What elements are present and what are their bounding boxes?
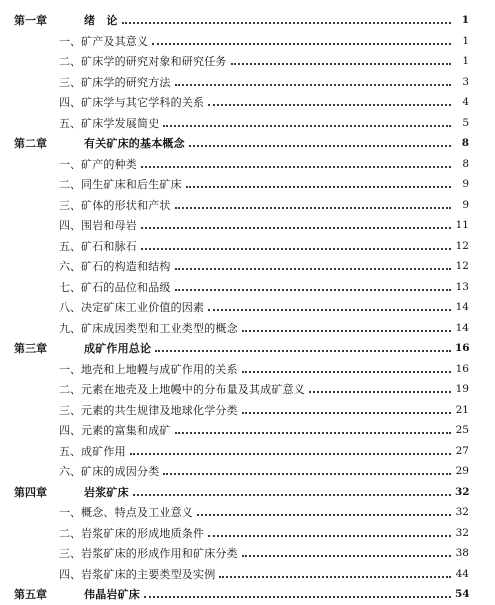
toc-section-row: [0, 400, 495, 421]
toc-page-number: 1: [461, 14, 469, 27]
toc-entry-number: 六、: [59, 260, 81, 274]
dot-leader: [152, 43, 451, 45]
toc-entry-number: 四、: [59, 567, 81, 581]
dot-leader: [208, 535, 451, 537]
table-of-contents: [0, 10, 495, 605]
dot-leader: [208, 104, 451, 106]
toc-section-row: [0, 113, 495, 134]
toc-entry-number: 四、: [59, 424, 81, 438]
toc-entry-title: 元素的共生规律及地球化学分类: [81, 403, 238, 417]
toc-page-number: 32: [455, 526, 469, 539]
toc-page-number: 54: [455, 588, 470, 601]
toc-entry-number: 第四章: [14, 485, 47, 499]
toc-page-number: 44: [455, 567, 469, 580]
toc-page-number: 32: [455, 485, 470, 498]
toc-entry-number: 第三章: [14, 342, 47, 356]
dot-leader: [186, 186, 451, 188]
toc-page-number: 14: [455, 301, 469, 314]
toc-section-row: [0, 154, 495, 175]
toc-entry-number: 二、: [59, 178, 81, 192]
toc-chapter-row: [0, 338, 495, 359]
toc-entry-title: 概念、特点及工业意义: [81, 506, 193, 520]
toc-entry-number: 七、: [59, 280, 81, 294]
toc-entry-title: 围岩和母岩: [81, 219, 137, 233]
toc-section-row: [0, 92, 495, 113]
dot-leader: [189, 145, 451, 147]
dot-leader: [163, 473, 451, 475]
toc-entry-title: 决定矿床工业价值的因素: [81, 301, 205, 315]
dot-leader: [208, 309, 451, 311]
toc-entry-number: 一、: [59, 362, 81, 376]
toc-section-row: [0, 359, 495, 380]
toc-entry-number: 二、: [59, 383, 81, 397]
toc-chapter-row: [0, 482, 495, 503]
toc-section-row: [0, 543, 495, 564]
toc-section-row: [0, 318, 495, 339]
dot-leader: [175, 268, 451, 270]
toc-page-number: 16: [455, 342, 470, 355]
toc-section-row: [0, 236, 495, 257]
toc-section-row: [0, 523, 495, 544]
dot-leader: [242, 412, 451, 414]
toc-section-row: [0, 195, 495, 216]
dot-leader: [163, 125, 451, 127]
toc-entry-title: 矿石和脉石: [81, 239, 137, 253]
toc-page-number: 8: [461, 137, 469, 150]
toc-section-row: [0, 31, 495, 52]
dot-leader: [144, 596, 451, 598]
toc-entry-title: 矿石的品位和品级: [81, 280, 171, 294]
toc-entry-title: 岩浆矿床: [84, 485, 129, 499]
toc-section-row: [0, 379, 495, 400]
toc-entry-number: 一、: [59, 506, 81, 520]
toc-entry-number: 二、: [59, 526, 81, 540]
dot-leader: [122, 22, 451, 24]
toc-section-row: [0, 51, 495, 72]
toc-entry-number: 三、: [59, 198, 81, 212]
toc-page-number: 11: [455, 219, 469, 232]
toc-page-number: 13: [455, 280, 469, 293]
toc-entry-title: 矿床成因类型和工业类型的概念: [81, 321, 238, 335]
toc-page-number: 8: [462, 157, 469, 170]
toc-entry-number: 四、: [59, 219, 81, 233]
toc-entry-title: 矿床学发展简史: [81, 116, 160, 130]
dot-leader: [197, 514, 451, 516]
dot-leader: [141, 227, 451, 229]
dot-leader: [231, 63, 451, 65]
toc-chapter-row: [0, 133, 495, 154]
toc-entry-title: 岩浆矿床的形成地质条件: [81, 526, 205, 540]
toc-entry-number: 一、: [59, 34, 81, 48]
toc-entry-title: 岩浆矿床的主要类型及实例: [81, 567, 216, 581]
dot-leader: [219, 576, 451, 578]
toc-section-row: [0, 420, 495, 441]
toc-entry-number: 五、: [59, 239, 81, 253]
dot-leader: [175, 84, 451, 86]
toc-page-number: 12: [455, 260, 469, 273]
toc-page-number: 29: [455, 465, 469, 478]
toc-entry-title: 矿床的成因分类: [81, 465, 160, 479]
toc-entry-number: 二、: [59, 55, 81, 69]
toc-chapter-row: [0, 10, 495, 31]
toc-entry-title: 地壳和上地幔与成矿作用的关系: [81, 362, 238, 376]
toc-section-row: [0, 461, 495, 482]
toc-page-number: 12: [455, 239, 469, 252]
toc-page-number: 38: [455, 547, 469, 560]
toc-entry-number: 五、: [59, 444, 81, 458]
toc-entry-title: 绪 论: [84, 14, 118, 28]
toc-section-row: [0, 502, 495, 523]
dot-leader: [141, 248, 451, 250]
toc-entry-title: 矿床学的研究对象和研究任务: [81, 55, 227, 69]
toc-entry-title: 成矿作用: [81, 444, 126, 458]
toc-entry-number: 第五章: [14, 588, 47, 602]
dot-leader: [130, 453, 451, 455]
toc-entry-title: 元素在地壳及上地幔中的分布量及其成矿意义: [81, 383, 305, 397]
toc-section-row: [0, 256, 495, 277]
toc-entry-title: 矿体的形状和产状: [81, 198, 171, 212]
toc-entry-number: 六、: [59, 465, 81, 479]
toc-page-number: 5: [462, 116, 469, 129]
dot-leader: [309, 391, 451, 393]
toc-page-number: 32: [455, 506, 469, 519]
toc-page-number: 27: [455, 444, 469, 457]
toc-page-number: 9: [462, 178, 469, 191]
toc-entry-number: 三、: [59, 547, 81, 561]
toc-section-row: [0, 564, 495, 585]
toc-page-number: 1: [462, 55, 469, 68]
toc-entry-title: 矿石的构造和结构: [81, 260, 171, 274]
dot-leader: [242, 371, 451, 373]
toc-section-row: [0, 297, 495, 318]
toc-entry-number: 第一章: [14, 14, 47, 28]
dot-leader: [155, 350, 451, 352]
toc-section-row: [0, 441, 495, 462]
dot-leader: [242, 330, 451, 332]
toc-page-number: 19: [455, 383, 469, 396]
toc-entry-number: 四、: [59, 96, 81, 110]
dot-leader: [242, 555, 451, 557]
toc-page-number: 9: [462, 198, 469, 211]
toc-entry-title: 有关矿床的基本概念: [84, 137, 185, 151]
toc-entry-number: 一、: [59, 157, 81, 171]
dot-leader: [175, 289, 451, 291]
toc-entry-title: 伟晶岩矿床: [84, 588, 140, 602]
toc-section-row: [0, 215, 495, 236]
toc-entry-title: 同生矿床和后生矿床: [81, 178, 182, 192]
toc-section-row: [0, 277, 495, 298]
toc-entry-number: 八、: [59, 301, 81, 315]
toc-entry-number: 三、: [59, 403, 81, 417]
toc-page-number: 3: [462, 75, 469, 88]
toc-section-row: [0, 72, 495, 93]
toc-entry-number: 五、: [59, 116, 81, 130]
toc-entry-number: 第二章: [14, 137, 47, 151]
dot-leader: [141, 166, 451, 168]
dot-leader: [175, 432, 451, 434]
toc-page-number: 16: [455, 362, 469, 375]
toc-entry-title: 矿产的种类: [81, 157, 137, 171]
toc-entry-number: 九、: [59, 321, 81, 335]
toc-page-number: 14: [455, 321, 469, 334]
toc-entry-title: 矿产及其意义: [81, 34, 149, 48]
dot-leader: [133, 494, 451, 496]
toc-page-number: 25: [455, 424, 469, 437]
toc-page-number: 1: [462, 34, 469, 47]
toc-page-number: 4: [462, 96, 469, 109]
toc-chapter-row: [0, 584, 495, 605]
toc-entry-number: 三、: [59, 75, 81, 89]
toc-entry-title: 矿床学的研究方法: [81, 75, 171, 89]
toc-entry-title: 矿床学与其它学科的关系: [81, 96, 205, 110]
toc-entry-title: 元素的富集和成矿: [81, 424, 171, 438]
toc-entry-title: 成矿作用总论: [84, 342, 152, 356]
toc-page-number: 21: [455, 403, 469, 416]
toc-entry-title: 岩浆矿床的形成作用和矿床分类: [81, 547, 238, 561]
toc-section-row: [0, 174, 495, 195]
dot-leader: [175, 207, 451, 209]
